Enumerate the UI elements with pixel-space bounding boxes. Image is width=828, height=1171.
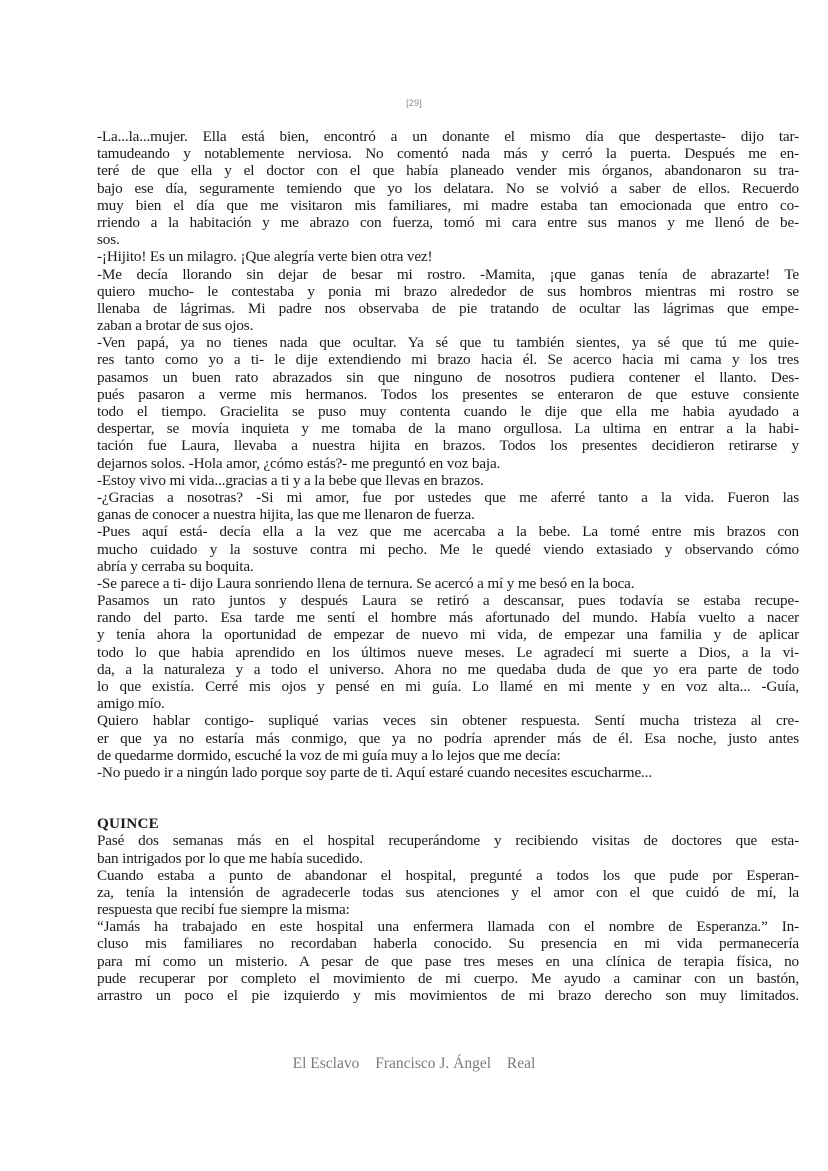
text-line: y tenía ahora la oportunidad de empezar de nuevo mi vida, de empezar una familia y de aplicar xyxy=(97,626,799,644)
text-line: mucho cuidado y la sostuve contra mi pecho. Me le quedé viendo extasiado y observando cómo xyxy=(97,540,799,558)
text-line: res tanto como yo a ti- le dije extendiendo mi brazo hacia él. Se acerco hacia mi cama y los tres xyxy=(97,351,799,369)
text-line: todo el tiempo. Gracielita se puso muy contenta cuando le dije que ella me habia ayudado a xyxy=(97,403,799,420)
text-line: dejarnos solos. -Hola amor, ¿cómo estás?- me preguntó en voz baja. xyxy=(97,454,501,472)
text-line: quiero mucho- le contestaba y ponia mi brazo alrededor de sus hombros mientras mi rostro se xyxy=(97,282,799,300)
text-line: sos. xyxy=(97,231,120,249)
text-line: da, a la naturaleza y a todo el universo. Ahora no me quedaba duda de que yo era parte de todo xyxy=(97,660,799,678)
text-line: tamudeando y notablemente nerviosa. No comentó nada más y cerró la puerta. Después me en- xyxy=(97,145,799,163)
text-line: ban intrigados por lo que me había sucedido. xyxy=(97,849,363,867)
text-line: Quiero hablar contigo- supliqué varias veces sin obtener respuesta. Sentí mucha tristeza al cre- xyxy=(97,712,799,730)
text-line: ganas de conocer a nuestra hijita, las que me llenaron de fuerza. xyxy=(97,506,475,524)
text-line: -La...la...mujer. Ella está bien, encontró a un donante el mismo día que despertaste- dijo tar- xyxy=(97,128,799,145)
text-line: Pasé dos semanas más en el hospital recuperándome y recibiendo visitas de doctores que esta- xyxy=(97,832,799,850)
text-line: cluso mis familiares no recordaban haberla conocido. Su presencia en mi vida permanecería xyxy=(97,935,799,953)
section-gap xyxy=(97,781,799,815)
text-line: -¡Hijito! Es un milagro. ¡Que alegría verte bien otra vez! xyxy=(97,248,433,266)
text-line: de quedarme dormido, escuché la voz de mi guía muy a lo lejos que me decía: xyxy=(97,746,561,764)
text-line: pasamos un buen rato abrazados sin que ninguno de nosotros pudiera contener el llanto. Des- xyxy=(97,368,799,386)
text-line: todo lo que habia aprendido en los últimos nueve meses. Le agradecí mi suerte a Dios, a la vi- xyxy=(97,643,799,661)
narrative-section-2 xyxy=(97,832,799,1004)
text-line: abría y cerraba su boquita. xyxy=(97,557,254,575)
text-line: Cuando estaba a punto de abandonar el hospital, pregunté a todos los que pude por Esperan- xyxy=(97,866,799,884)
text-line: lo que existía. Cerré mis ojos y pensé en mi guía. Lo llamé en mi mente y en voz alta... -Guía, xyxy=(97,678,799,695)
text-line: respuesta que recibí fue siempre la misma: xyxy=(97,901,350,919)
body-text xyxy=(97,128,799,1004)
text-line: za, tenía la intensión de agradecerle todas sus atenciones y el amor con el que cuidó de mí, la xyxy=(97,883,799,901)
text-line: rando del parto. Esa tarde me sentí el hombre más afortunado del mundo. Había vuelto a nacer xyxy=(97,609,799,627)
text-line: er que ya no estaría más conmigo, que ya no podría aprender más de él. Esa noche, justo antes xyxy=(97,729,799,747)
footer-author: Francisco J. Ángel xyxy=(375,1055,492,1072)
text-line: teré de que ella y el doctor con el que había planeado vender mis órganos, abandonaron su tra- xyxy=(97,162,799,180)
page-number: [29] xyxy=(406,98,422,108)
text-line: pués pasaron a verme mis hermanos. Todos los presentes se enteraron de que estuve consiente xyxy=(97,385,799,403)
text-line: despertar, se movía inquieta y me tomaba de la mano orgullosa. La ultima en entrar a la habi- xyxy=(97,420,799,438)
narrative-section-1 xyxy=(97,128,799,781)
footer-author-surname: Real xyxy=(506,1055,536,1072)
page-footer xyxy=(0,1055,828,1073)
text-line: -Se parece a ti- dijo Laura sonriendo llena de ternura. Se acercó a mí y me besó en la boca. xyxy=(97,574,635,592)
text-line: -No puedo ir a ningún lado porque soy parte de ti. Aquí estaré cuando necesites escucharme... xyxy=(97,763,652,781)
text-line: -Me decía llorando sin dejar de besar mi rostro. -Mamita, ¡que ganas tenía de abrazarte! Te xyxy=(97,265,799,283)
text-line: rriendo a la habitación y me abrazo con fuerza, tomó mi cara entre sus manos y me llenó de be- xyxy=(97,213,799,231)
text-line: -Pues aquí está- decía ella a la vez que me acercaba a la bebe. La tomé entre mis brazos con xyxy=(97,523,799,541)
text-line: pude recuperar por completo el movimiento de mi cuerpo. Me ayudo a caminar con un bastón, xyxy=(97,969,799,987)
text-line: “Jamás ha trabajado en este hospital una enfermera llamada con el nombre de Esperanza.” In- xyxy=(97,918,799,936)
text-line: -Ven papá, ya no tienes nada que ocultar. Ya sé que tu también sientes, ya sé que tú me quie- xyxy=(97,334,799,352)
text-line: muy bien el día que me visitaron mis familiares, mi madre estaba tan emocionada que entro co- xyxy=(97,196,799,214)
text-line: -Estoy vivo mi vida...gracias a ti y a la bebe que llevas en brazos. xyxy=(97,471,484,489)
text-line: amigo mío. xyxy=(97,695,165,713)
text-line: Pasamos un rato juntos y después Laura se retiró a descansar, pues todavía se estaba recupe- xyxy=(97,592,799,610)
text-line: zaban a brotar de sus ojos. xyxy=(97,317,254,335)
chapter-heading: QUINCE xyxy=(97,815,159,833)
text-line: llenaba de lágrimas. Mi padre nos observaba de pie tratando de ocultar las lágrimas que empe- xyxy=(97,299,799,317)
text-line: -¿Gracias a nosotras? -Si mi amor, fue por ustedes que me aferré tanto a la vida. Fueron las xyxy=(97,488,799,506)
text-line: bajo ese día, seguramente temiendo que yo los delatara. No se volvió a saber de ellos. Recuerdo xyxy=(97,179,799,197)
text-line: para mí como un misterio. A pesar de que pase tres meses en una clínica de terapia física, no xyxy=(97,952,799,970)
text-line: arrastro un poco el pie izquierdo y mis movimientos de mi brazo derecho son muy limitados. xyxy=(97,987,799,1004)
text-line: tación fue Laura, llevaba a nuestra hijita en brazos. Todos los presentes decidieron retirarse y xyxy=(97,437,799,455)
footer-book-title: El Esclavo xyxy=(292,1055,360,1072)
